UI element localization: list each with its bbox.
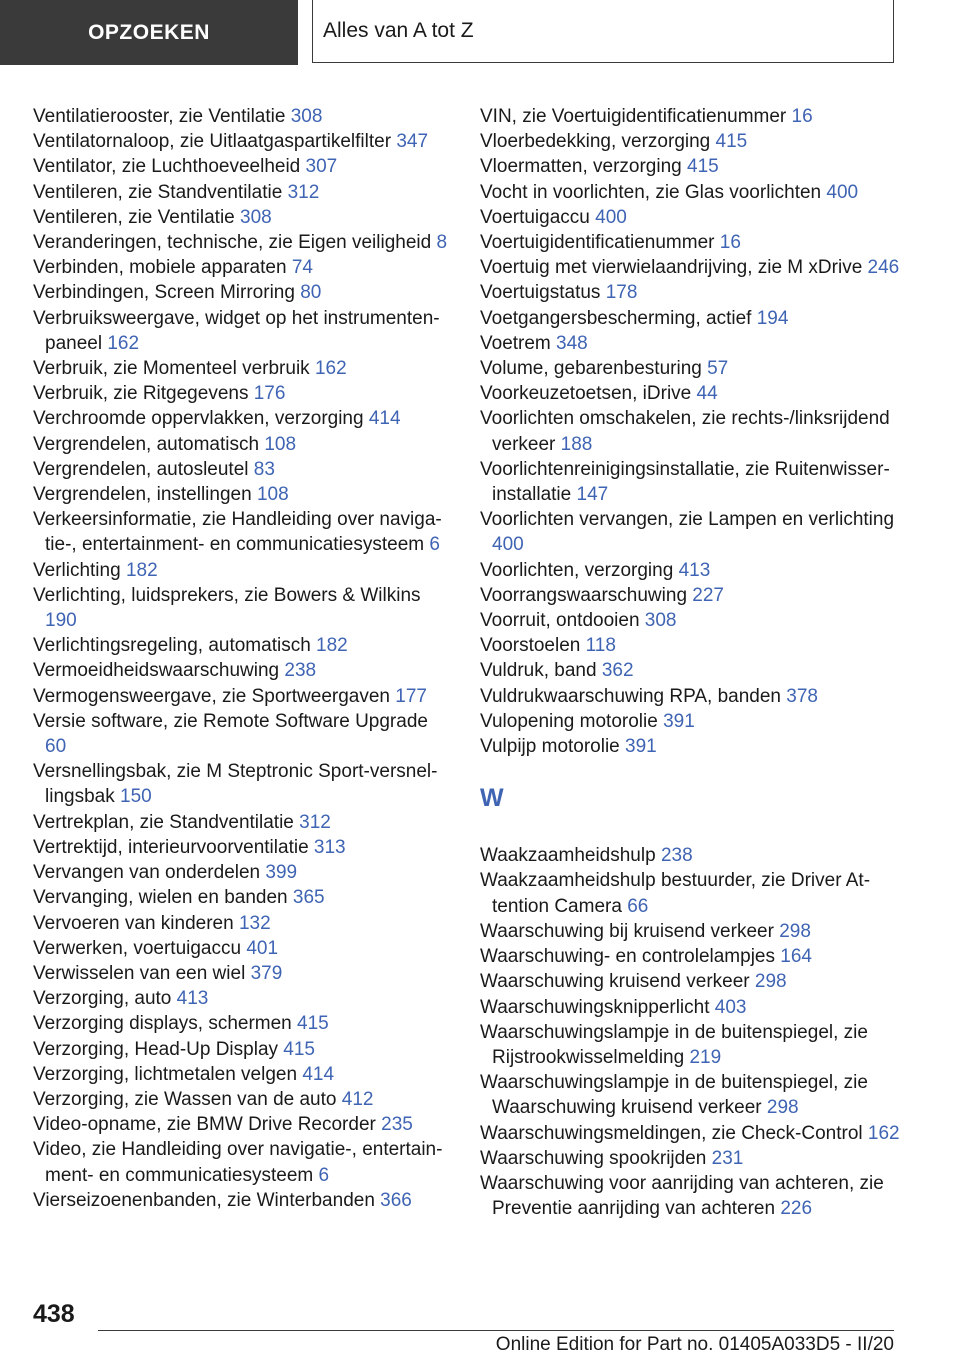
index-entry [33,356,453,381]
page-reference-link[interactable]: 412 [341,1088,374,1110]
page-reference-link[interactable]: 6 [429,534,440,556]
index-entry [33,936,453,961]
index-term: Versie software, zie Remote Software Upgrade [33,710,428,732]
page-reference-link[interactable]: 177 [395,685,427,707]
page-reference-link[interactable]: 226 [780,1198,813,1220]
section-header [312,0,894,63]
index-entry [480,709,900,734]
page-reference-link[interactable]: 400 [492,534,524,556]
index-term: Ventilatierooster, zie Ventilatie [33,106,286,127]
index-entry [480,969,900,994]
page-reference-link[interactable]: 16 [791,106,813,127]
page-reference-link[interactable]: 307 [305,156,338,178]
page-reference-link[interactable]: 391 [663,710,695,732]
index-term: Vulopening motorolie [480,710,658,732]
index-entry [480,356,900,381]
index-entry [480,558,900,583]
index-entry [480,306,900,331]
index-entry [480,944,900,969]
index-term: Verzorging, Head-Up Display [33,1038,279,1060]
index-term: Video, zie Handleiding over navigatie-, entertainment- en communicatiesysteem [33,1139,443,1186]
page-reference-link[interactable]: 298 [754,971,787,993]
page-reference-link[interactable]: 246 [867,257,900,279]
index-entry [33,432,453,457]
index-entry [480,230,900,255]
index-term: Voertuigidentificatienummer [480,232,715,254]
index-term: Verzorging, lichtmetalen velgen [33,1063,298,1085]
index-term: Versnellingsbak, zie M Steptronic Sport-versnellingsbak [33,761,438,808]
index-entry [480,1070,900,1120]
page-reference-link[interactable]: 238 [660,845,693,867]
index-entry [33,255,453,280]
index-term: Verbruiksweergave, widget op het instrumentenpaneel [33,307,440,354]
index-entry [33,759,453,809]
page-reference-link[interactable]: 378 [786,685,818,707]
index-term: Vergrendelen, automatisch [33,433,260,455]
index-entry [33,1188,453,1213]
page-reference-link[interactable]: 80 [300,282,322,304]
page-reference-link[interactable]: 348 [556,332,588,354]
page-reference-link[interactable]: 415 [687,156,719,178]
index-term: Vuldruk, band [480,660,597,682]
index-entry [33,961,453,986]
index-entry [480,406,900,456]
index-term: Waarschuwing kruisend verkeer [480,971,750,993]
page-reference-link[interactable]: 8 [436,232,448,254]
index-term: Waarschuwing voor aanrijding van achteren, zie Preventie aanrijding van achteren [480,1172,884,1220]
index-entry [33,104,453,129]
page-reference-link[interactable]: 6 [318,1164,330,1186]
index-entry [33,482,453,507]
index-term: Verlichting [33,559,121,581]
index-term: Voorlichtenreinigingsinstallatie, zie Ruitenwisserinstallatie [480,458,890,506]
page-reference-link[interactable]: 400 [826,181,859,203]
index-term: Verbruik, zie Ritgegevens [33,383,249,405]
index-term: Vertrekplan, zie Standventilatie [33,811,294,833]
index-term: Voertuigaccu [480,206,590,228]
index-term: Waarschuwingsknipperlicht [480,996,710,1018]
index-entry [33,1037,453,1062]
page-reference-link[interactable]: 44 [696,383,718,405]
index-term: Vermogensweergave, zie Sportweergaven [33,685,390,707]
index-term: VIN, zie Voertuigidentificatienummer [480,106,787,127]
index-entry [480,507,900,557]
index-entry [480,583,900,608]
index-term: Waarschuwingsmeldingen, zie Check-Control [480,1122,863,1144]
page-reference-link[interactable]: 147 [576,484,609,506]
page-reference-link[interactable]: 118 [585,635,616,657]
index-term: Vloermatten, verzorging [480,156,682,178]
index-entry [480,919,900,944]
index-entry [480,154,900,179]
index-term: Volume, gebarenbesturing [480,358,702,380]
page-reference-link[interactable]: 366 [380,1189,412,1211]
page-reference-link[interactable]: 403 [714,996,747,1018]
page-reference-link[interactable]: 379 [250,962,283,984]
page-reference-link[interactable]: 132 [238,912,271,934]
index-term: Verzorging, auto [33,988,172,1010]
index-term: Vertrektijd, interieurvoorventilatie [33,836,309,858]
page-reference-link[interactable]: 162 [314,358,347,380]
index-term: Voorkeuzetoetsen, iDrive [480,383,692,405]
index-term: Ventileren, zie Ventilatie [33,206,235,228]
index-entry [33,230,453,255]
index-entry [33,406,453,431]
index-group-w [480,843,900,1221]
index-column-right [480,104,900,1221]
index-entry [33,986,453,1011]
index-entry [33,129,453,154]
index-term: Verlichting, luidsprekers, zie Bowers & Wilkins [33,584,421,606]
page-reference-link[interactable]: 401 [246,937,279,959]
index-term: Verbinden, mobiele apparaten [33,257,287,279]
index-term: Verzorging displays, schermen [33,1013,292,1035]
page-reference-link[interactable]: 57 [707,358,729,380]
index-entry [33,633,453,658]
page-reference-link[interactable]: 365 [292,887,325,909]
index-entry [33,306,453,356]
page-reference-link[interactable]: 414 [302,1063,335,1085]
index-term: Verlichtingsregeling, automatisch [33,635,311,657]
page-reference-link[interactable]: 182 [316,635,348,657]
page-reference-link[interactable]: 414 [368,408,401,430]
index-entry [480,684,900,709]
page-reference-link[interactable]: 60 [45,736,67,758]
page-reference-link[interactable]: 190 [45,610,77,632]
index-term: Vergrendelen, instellingen [33,484,252,506]
index-term: Veranderingen, technische, zie Eigen veiligheid [33,232,432,254]
index-term: Vocht in voorlichten, zie Glas voorlichten [480,181,822,203]
index-entry [33,457,453,482]
index-term: Waarschuwing spookrijden [480,1147,707,1169]
page-reference-link[interactable]: 74 [291,257,313,279]
section-title: Alles van A tot Z [323,19,474,42]
page-reference-link[interactable]: 178 [605,282,638,304]
index-entry [33,684,453,709]
page-reference-link[interactable]: 298 [766,1097,799,1119]
index-term: Waakzaamheidshulp bestuurder, zie Driver Attention Camera [480,870,871,917]
page-reference-link[interactable]: 399 [265,862,298,884]
index-entry [33,835,453,860]
index-term: Vermoeidheidswaarschuwing [33,660,280,682]
index-entry [480,1171,900,1221]
page-reference-link[interactable]: 308 [290,106,323,127]
index-entry [480,457,900,507]
page-number: 438 [33,1300,75,1328]
index-term: Voetgangersbescherming, actief [480,307,752,329]
index-column-left [33,104,453,1213]
index-entry [33,810,453,835]
edition-footer: Online Edition for Part no. 01405A033D5 - II/20 [495,1334,894,1355]
page-reference-link[interactable]: 312 [299,811,331,833]
page-reference-link[interactable]: 66 [627,895,649,917]
index-term: Waakzaamheidshulp [480,845,656,867]
page-reference-link[interactable]: 108 [264,433,297,455]
index-term: Video-opname, zie BMW Drive Recorder [33,1114,376,1136]
index-term: Verzorging, zie Wassen van de auto [33,1088,337,1110]
index-entry [33,1087,453,1112]
page-reference-link[interactable]: 413 [176,988,209,1010]
index-term: Verwisselen van een wiel [33,962,246,984]
page-reference-link[interactable]: 16 [719,232,741,254]
index-entry [480,658,900,683]
index-entry [480,104,900,129]
index-entry [480,608,900,633]
index-entry [33,154,453,179]
index-entry [480,280,900,305]
index-term: Waarschuwingslampje in de buitenspiegel, zie Rijstrookwisselmelding [480,1021,868,1068]
page-reference-link[interactable]: 415 [297,1013,329,1035]
index-term: Verwerken, voertuigaccu [33,937,242,959]
page-reference-link[interactable]: 413 [678,559,711,581]
index-term: Verkeersinformatie, zie Handleiding over navigatie-, entertainment- en communicatiesysteem [33,509,442,556]
index-entry [33,381,453,406]
index-entry [480,180,900,205]
index-term: Vergrendelen, autosleutel [33,458,249,480]
index-entry [480,1146,900,1171]
index-term: Verbindingen, Screen Mirroring [33,282,295,304]
page-reference-link[interactable]: 188 [560,433,593,455]
index-entry [480,1020,900,1070]
footer-divider [98,1330,894,1331]
page-reference-link[interactable]: 347 [396,131,429,153]
page-reference-link[interactable]: 308 [644,610,677,632]
page-reference-link[interactable]: 235 [381,1114,413,1136]
index-term: Ventilatornaloop, zie Uitlaatgaspartikelfilter [33,131,392,153]
index-entry [33,860,453,885]
index-entry [480,331,900,356]
index-entry [33,205,453,230]
index-term: Voorruit, ontdooien [480,610,640,632]
index-entry [480,381,900,406]
page-reference-link[interactable]: 313 [313,836,346,858]
index-term: Vuldrukwaarschuwing RPA, banden [480,685,782,707]
index-term: Voertuig met vierwielaandrijving, zie M xDrive [480,257,863,279]
page-reference-link[interactable]: 162 [107,332,140,354]
page-reference-link[interactable]: 108 [256,484,289,506]
index-term: Ventilator, zie Luchthoeveelheid [33,156,301,178]
index-entry [33,558,453,583]
section-letter-w: W [480,784,504,813]
page-reference-link[interactable]: 150 [120,786,152,808]
index-term: Voetrem [480,332,551,354]
index-term: Voorrangswaarschuwing [480,584,688,606]
index-term: Verbruik, zie Momenteel verbruik [33,358,310,380]
page-reference-link[interactable]: 391 [625,736,657,758]
index-term: Vervoeren van kinderen [33,912,234,934]
page-reference-link[interactable]: 164 [780,946,812,968]
index-term: Verchroomde oppervlakken, verzorging [33,408,364,430]
page-reference-link[interactable]: 176 [253,383,286,405]
page-reference-link[interactable]: 415 [283,1038,315,1060]
page-reference-link[interactable]: 238 [284,660,317,682]
index-group-v [480,104,900,759]
index-entry [480,1121,900,1146]
index-entry [480,129,900,154]
index-term: Vierseizoenenbanden, zie Winterbanden [33,1189,375,1211]
index-term: Voorlichten, verzorging [480,559,674,581]
chapter-tab-label: OPZOEKEN [88,20,210,44]
index-term: Waarschuwing bij kruisend verkeer [480,920,774,942]
index-entry [480,255,900,280]
page-reference-link[interactable]: 83 [253,458,275,480]
index-entry [33,885,453,910]
index-term: Voorlichten omschakelen, zie rechts-/linksrijdend verkeer [480,408,890,455]
page-reference-link[interactable]: 231 [711,1147,744,1169]
page-reference-link[interactable]: 312 [287,181,320,203]
index-entry [33,1011,453,1036]
index-term: Voorstoelen [480,635,581,657]
index-term: Voorlichten vervangen, zie Lampen en verlichting [480,509,895,531]
page-reference-link[interactable]: 182 [125,559,158,581]
page-reference-link[interactable]: 227 [692,584,724,606]
index-term: Voertuigstatus [480,282,601,304]
index-term: Vloerbedekking, verzorging [480,131,711,153]
index-entry [33,709,453,759]
index-entry [33,1137,453,1187]
page-reference-link[interactable]: 362 [601,660,634,682]
index-term: Vervanging, wielen en banden [33,887,288,909]
index-term: Vervangen van onderdelen [33,862,261,884]
index-entry [33,280,453,305]
chapter-tab [0,0,298,65]
index-entry [33,507,453,557]
index-entry [33,911,453,936]
index-entry [480,843,900,868]
index-entry [33,658,453,683]
page-reference-link[interactable]: 415 [715,131,748,153]
index-entry [33,180,453,205]
index-term: Waarschuwingslampje in de buitenspiegel, zie Waarschuwing kruisend verkeer [480,1072,868,1119]
index-term: Vulpijp motorolie [480,736,620,758]
page-reference-link[interactable]: 308 [240,206,272,228]
index-entry [480,734,900,759]
index-entry [33,1062,453,1087]
index-entry [480,868,900,918]
page-reference-link[interactable]: 219 [689,1046,722,1068]
index-entry [33,583,453,633]
page-reference-link[interactable]: 400 [595,206,627,228]
index-term: Waarschuwing- en controlelampjes [480,946,775,968]
page-reference-link[interactable]: 162 [867,1122,900,1144]
index-entry [480,995,900,1020]
page-reference-link[interactable]: 194 [756,307,789,329]
page-reference-link[interactable]: 298 [779,920,811,942]
index-entry [33,1112,453,1137]
index-entry [480,205,900,230]
index-entry [480,633,900,658]
index-term: Ventileren, zie Standventilatie [33,181,283,203]
